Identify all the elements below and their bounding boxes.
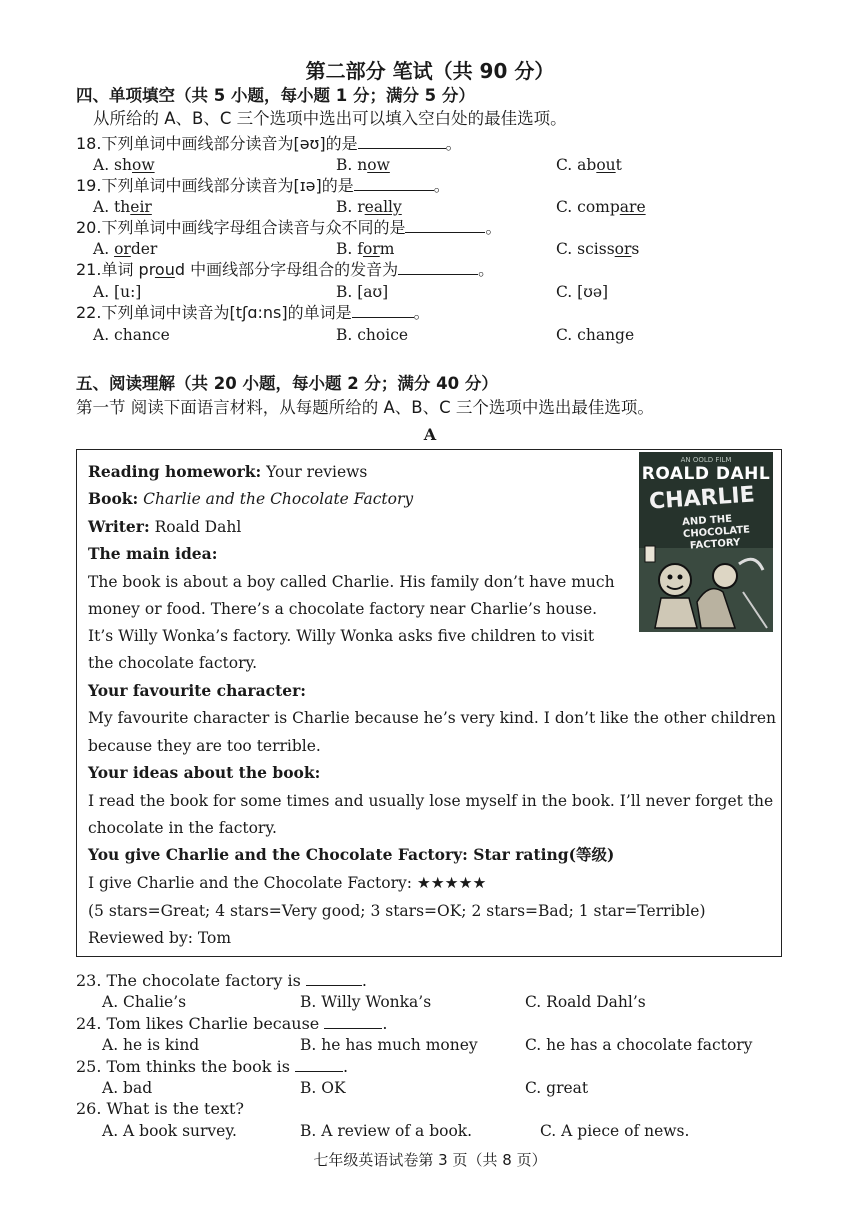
question-stem: 22.下列单词中读音为[tʃɑ:ns]的单词是 [76,303,352,322]
question-23: 23. The chocolate factory is . [76,971,367,990]
option-20-a[interactable]: A. order [93,240,158,258]
section5-heading: 五、阅读理解（共 20 小题，每小题 2 分；满分 40 分） [76,374,498,393]
ideas-line: chocolate in the factory. [88,819,277,837]
passage-letter: A [423,425,437,444]
main-idea-line: money or food. There’s a chocolate factory near Charlie’s house. [88,600,598,618]
answer-blank[interactable] [358,134,446,149]
option-19-c[interactable]: C. compare [556,198,646,216]
option-19-b[interactable]: B. really [336,198,402,216]
option-23-a[interactable]: A. Chalie’s [102,993,187,1011]
part-title: 第二部分 笔试（共 90 分） [305,59,555,83]
question-stem: 25. Tom thinks the book is [76,1057,290,1076]
question-24: 24. Tom likes Charlie because . [76,1014,388,1033]
favourite-character-label: Your favourite character: [88,681,306,700]
option-23-b[interactable]: B. Willy Wonka’s [300,993,432,1011]
cover-author: ROALD DAHL [641,464,771,484]
option-24-b[interactable]: B. he has much money [300,1036,478,1054]
option-18-a[interactable]: A. show [93,156,155,174]
answer-blank[interactable] [324,1014,382,1029]
main-idea-line: The book is about a boy called Charlie. His family don’t have much [88,573,615,591]
section5-part1-instruction: 第一节 阅读下面语言材料，从每题所给的 A、B、C 三个选项中选出最佳选项。 [76,398,654,417]
ideas-line: I read the book for some times and usually lose myself in the book. I’ll never forget the [88,792,774,810]
option-21-c[interactable]: C. [ʊə] [556,283,609,301]
option-18-b[interactable]: B. now [336,156,390,174]
answer-blank[interactable] [354,176,434,191]
question-20: 20.下列单词中画线字母组合读音与众不同的是 。 [76,218,502,237]
reviewer-line: Reviewed by: Tom [88,929,232,947]
main-idea-label: The main idea: [88,544,218,563]
favourite-character-line: because they are too terrible. [88,737,321,755]
option-26-a[interactable]: A. A book survey. [102,1122,237,1140]
cover-title: CHARLIE [648,482,756,515]
option-26-c[interactable]: C. A piece of news. [540,1122,690,1140]
option-24-a[interactable]: A. he is kind [102,1036,200,1054]
question-21: 21.单词 proud 中画线部分字母组合的发音为 。 [76,260,495,279]
question-stem: 26. What is the text? [76,1099,244,1118]
main-idea-line: It’s Willy Wonka’s factory. Willy Wonka asks five children to visit [88,627,595,645]
question-22: 22.下列单词中读音为[tʃɑ:ns]的单词是 。 [76,303,430,322]
writer-line: Writer: Roald Dahl [88,517,242,536]
book-cover-image [639,452,773,632]
favourite-character-line: My favourite character is Charlie because he’s very kind. I don’t like the other children [88,709,776,727]
option-22-a[interactable]: A. chance [93,326,170,344]
reading-passage-box [76,449,782,957]
ideas-label: Your ideas about the book: [88,763,321,782]
answer-blank[interactable] [352,303,414,318]
option-18-c[interactable]: C. about [556,156,622,174]
cover-top-text: AN OOLD FILM [680,456,732,464]
option-23-c[interactable]: C. Roald Dahl’s [525,993,646,1011]
question-stem: 21.单词 proud 中画线部分字母组合的发音为 [76,260,399,279]
question-stem: 18.下列单词中画线部分读音为[əʊ]的是 [76,134,358,153]
option-24-c[interactable]: C. he has a chocolate factory [525,1036,753,1054]
answer-blank[interactable] [405,218,485,233]
rating-label: You give Charlie and the Chocolate Factory: Star rating(等级) [88,845,615,864]
section4-instruction: 从所给的 A、B、C 三个选项中选出可以填入空白处的最佳选项。 [93,109,567,128]
question-stem: 23. The chocolate factory is [76,971,301,990]
main-idea-line: the chocolate factory. [88,654,258,672]
option-22-b[interactable]: B. choice [336,326,409,344]
rating-scale-line: (5 stars=Great; 4 stars=Very good; 3 stars=OK; 2 stars=Bad; 1 star=Terrible) [88,902,706,920]
question-stem: 24. Tom likes Charlie because [76,1014,320,1033]
option-25-c[interactable]: C. great [525,1079,589,1097]
option-26-b[interactable]: B. A review of a book. [300,1122,473,1140]
question-26 [76,1099,244,1119]
section4-heading: 四、单项填空（共 5 小题，每小题 1 分；满分 5 分） [76,86,475,105]
option-21-a[interactable]: A. [u:] [93,283,142,301]
question-stem: 19.下列单词中画线部分读音为[ɪə]的是 [76,176,354,195]
question-25: 25. Tom thinks the book is . [76,1057,349,1076]
answer-blank[interactable] [398,260,478,275]
question-19: 19.下列单词中画线部分读音为[ɪə]的是 。 [76,176,450,195]
question-18: 18.下列单词中画线部分读音为[əʊ]的是 。 [76,134,462,153]
book-line: Book: Charlie and the Chocolate Factory [88,489,414,508]
rating-line: I give Charlie and the Chocolate Factory: ★★★★★ [88,874,487,892]
question-stem: 20.下列单词中画线字母组合读音与众不同的是 [76,218,406,237]
option-22-c[interactable]: C. change [556,326,635,344]
option-21-b[interactable]: B. [aʊ] [336,283,389,301]
option-20-b[interactable]: B. form [336,240,395,258]
cover-subtitle: AND THE CHOCOLATE FACTORY [681,513,751,552]
option-20-c[interactable]: C. scissors [556,240,640,258]
homework-line: Reading homework: Your reviews [88,462,368,481]
option-19-a[interactable]: A. their [93,198,152,216]
page-footer: 七年级英语试卷第 3 页（共 8 页） [313,1151,547,1169]
option-25-a[interactable]: A. bad [102,1079,153,1097]
option-25-b[interactable]: B. OK [300,1079,346,1097]
answer-blank[interactable] [295,1057,343,1072]
answer-blank[interactable] [306,971,362,986]
